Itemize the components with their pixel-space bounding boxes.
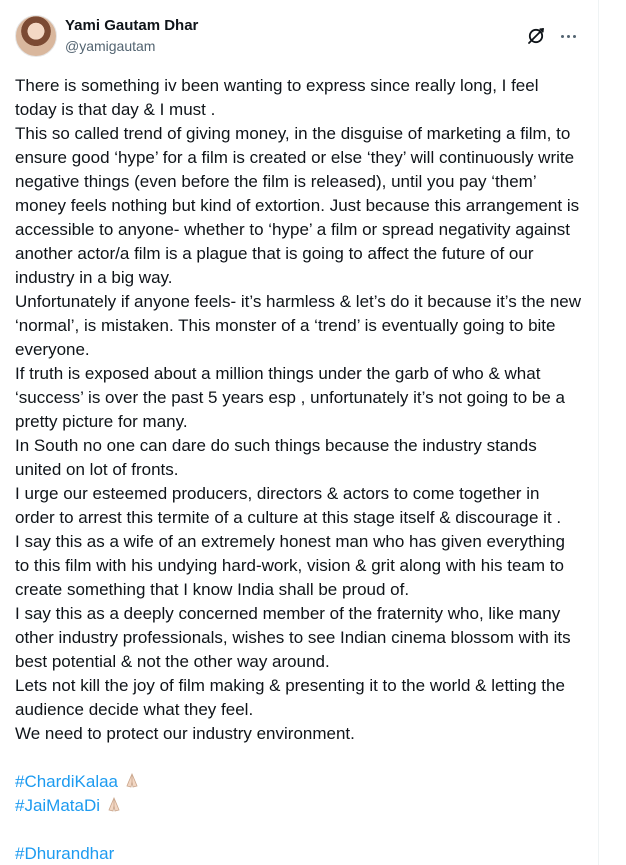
hashtag-line <box>15 794 583 818</box>
author-handle[interactable]: @yamigautam <box>65 38 156 54</box>
hashtag-link[interactable]: #JaiMataDi <box>15 796 101 815</box>
tweet-body <box>15 74 583 865</box>
tweet-paragraph: I say this as a wife of an extremely honest man who has given everything to this film with his undying hard-work, vision & grit along with his team to create something that I know India shall be proud of. <box>15 532 565 599</box>
tweet-paragraph: Lets not kill the joy of film making & presenting it to the world & letting the audience decide what they feel. <box>15 676 565 719</box>
tweet-header <box>15 14 583 58</box>
folded-hands-emoji-icon <box>122 770 142 790</box>
tweet-paragraph: There is something iv been wanting to express since really long, I feel today is that day & I must . <box>15 76 539 119</box>
hashtag-link[interactable]: #ChardiKalaa <box>15 772 119 791</box>
author-block[interactable] <box>65 17 198 55</box>
folded-hands-emoji-icon <box>104 794 124 814</box>
tweet-paragraph: Unfortunately if anyone feels- it’s harmless & let’s do it because it’s the new ‘normal’, is mistaken. This monster of a ‘trend’ is eventually going to bite everyone. <box>15 292 582 359</box>
tweet-paragraph: I urge our esteemed producers, directors & actors to come together in order to arrest this termite of a culture at this stage itself & discourage it . <box>15 484 562 527</box>
hashtag-line <box>15 770 583 794</box>
tweet-paragraph: This so called trend of giving money, in the disguise of marketing a film, to ensure good ‘hype’ for a film is created or else ‘they’ will continuously write negative things (even before the film is released), until you pay ‘them’ money feels nothing but kind of extortion. Just because this arrangement is accessible to anyone- whether to ‘hype’ a film or spread negativity against another actor/a film is a plague that is going to affect the future of our industry in a big way. <box>15 124 580 287</box>
author-display-name[interactable]: Yami Gautam Dhar <box>65 17 199 34</box>
header-actions <box>525 25 583 47</box>
tweet-paragraph: If truth is exposed about a million things under the garb of who & what ‘success’ is over the past 5 years esp , unfortunately it’s not going to be a pretty picture for many. <box>15 364 565 431</box>
avatar[interactable] <box>15 15 57 57</box>
blank-line <box>15 746 583 770</box>
blank-line <box>15 818 583 842</box>
hashtag-link[interactable]: #Dhurandhar <box>15 844 115 863</box>
more-horizontal-icon[interactable] <box>557 25 579 47</box>
grok-slash-icon[interactable] <box>525 25 547 47</box>
tweet-paragraph: In South no one can dare do such things because the industry stands united on lot of fronts. <box>15 436 537 479</box>
hashtag-line <box>15 842 583 865</box>
tweet-paragraph: We need to protect our industry environment. <box>15 724 355 743</box>
tweet-paragraph: I say this as a deeply concerned member of the fraternity who, like many other industry professionals, wishes to see Indian cinema blossom with its best potential & not the other way around. <box>15 604 571 671</box>
column-divider <box>598 0 599 865</box>
